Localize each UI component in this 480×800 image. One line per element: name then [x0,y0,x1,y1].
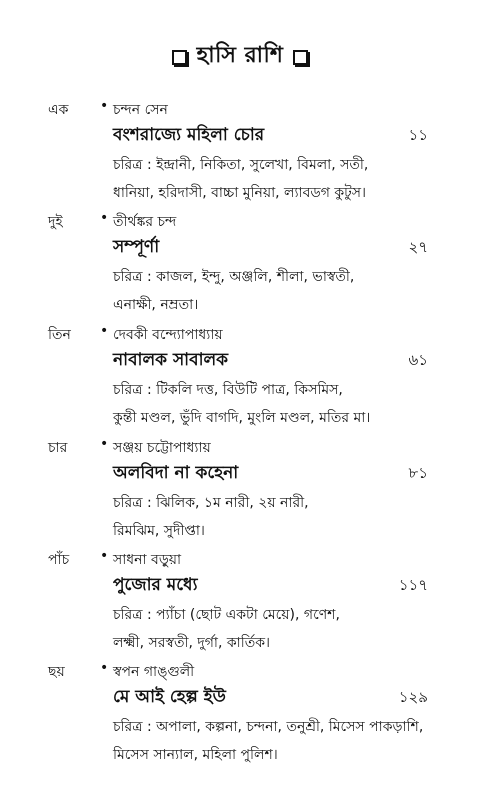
characters-line-1: চরিত্র : কাজল, ইন্দু, অঞ্জলি, শীলা, ভাস্বতী, [113,269,355,285]
page-number: ৬১ [408,351,428,369]
characters-line-2: লক্ষ্মী, সরস্বতী, দুর্গা, কার্তিক। [113,635,271,651]
page-number: ২৭ [408,238,428,256]
page-number: ১১৭ [398,576,428,594]
bullet-icon: • [100,323,109,339]
characters-line-2: রিমঝিম, সুদীপ্তা। [113,523,205,539]
story-title: সম্পূর্ণা [113,237,160,257]
author-name: সঞ্জয় চট্টোপাধ্যায় [113,440,211,456]
author-name: তীর্থঙ্কর চন্দ [113,214,177,230]
entry-number: এক [48,102,69,118]
author-name: দেবকী বন্দ্যোপাধ্যায় [113,327,223,343]
bullet-icon: • [100,210,109,226]
square-box-icon [172,50,187,65]
entry-number: পাঁচ [48,552,70,568]
characters-line-2: মিসেস সান্যাল, মহিলা পুলিশ। [113,747,278,763]
entry-number: তিন [48,327,71,343]
characters-line-1: চরিত্র : ঝিলিক, ১ম নারী, ২য় নারী, [113,495,309,511]
story-title: নাবালক সাবালক [113,350,229,370]
characters-line-1: চরিত্র : টিকলি দত্ত, বিউটি পাত্র, কিসমিস, [113,382,343,398]
bullet-icon: • [100,548,109,564]
entry-number: চার [48,440,68,456]
characters-line-2: এনাক্ষী, নম্রতা। [113,297,199,313]
author-name: সাধনা বড়ুয়া [113,552,182,568]
square-box-icon [293,50,308,65]
characters-line-1: চরিত্র : ইন্দ্রানী, নিকিতা, সুলেখা, বিমলা, সতী, [113,157,369,173]
story-title: অলবিদা না কহেনা [113,463,239,483]
bullet-icon: • [100,98,109,114]
entry-number: ছয় [48,664,65,680]
entry-number: দুই [48,214,63,230]
story-title: পুজোর মধ্যে [113,575,198,595]
characters-line-2: কুন্তী মণ্ডল, ভুঁদি বাগদি, মুংলি মণ্ডল, মতির মা। [113,410,371,426]
page-title: হাসি রাশি [196,43,284,68]
page-number: ১১ [408,126,428,144]
author-name: চন্দন সেন [113,102,168,118]
characters-line-2: ধানিয়া, হরিদাসী, বাচ্চা মুনিয়া, ল্যাবডগ কুটুস। [113,185,366,201]
author-name: স্বপন গাঙ্গুলী [113,664,195,680]
page-number: ১২৯ [398,688,428,706]
characters-line-1: চরিত্র : অপালা, কল্পনা, চন্দনা, তনুশ্রী, মিসেস পাকড়াশি, [113,719,424,735]
title-row [0,38,480,75]
story-title: বংশরাজ্যে মহিলা চোর [113,125,265,145]
story-title: মে আই হেল্প ইউ [113,687,226,707]
page-number: ৮১ [408,464,428,482]
characters-line-1: চরিত্র : প্যাঁচা (ছোট একটা মেয়ে), গণেশ, [113,607,340,623]
bullet-icon: • [100,660,109,676]
bullet-icon: • [100,436,109,452]
